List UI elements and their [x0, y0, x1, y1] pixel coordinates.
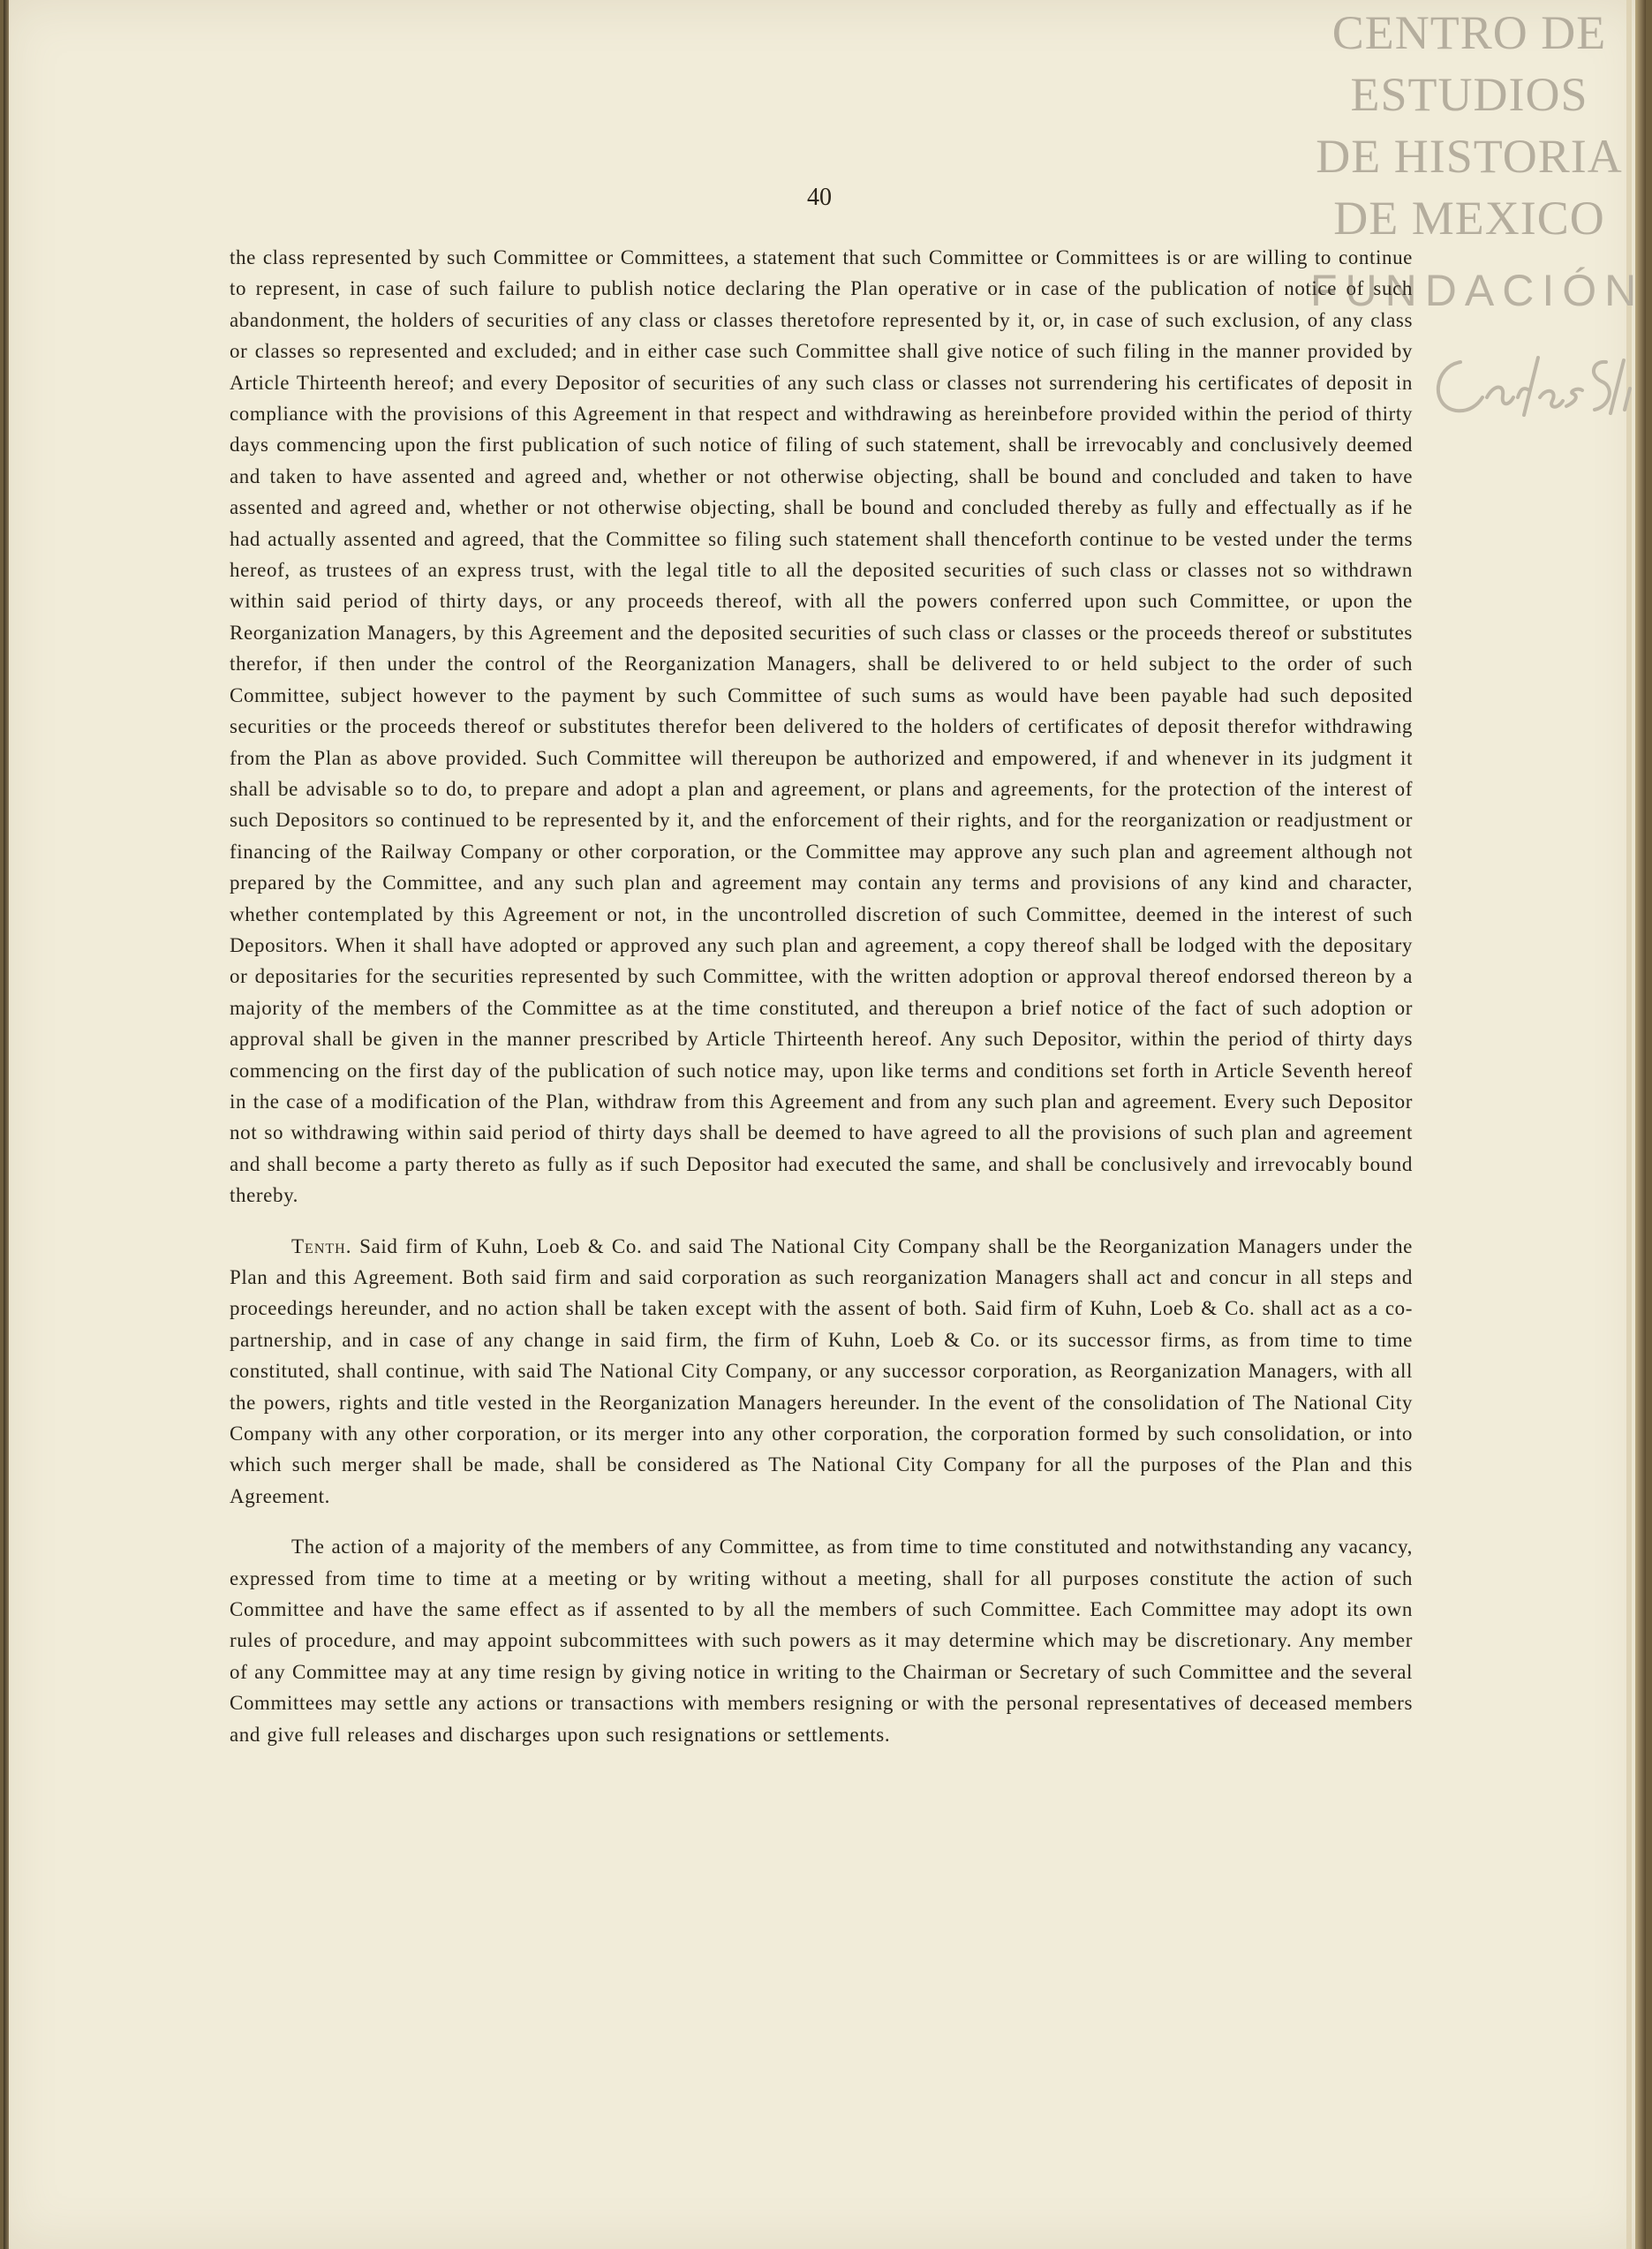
watermark-foundation: FUNDACIÓN	[1310, 266, 1645, 315]
watermark-line: DE MEXICO	[1333, 192, 1605, 245]
watermark-line: ESTUDIOS	[1350, 68, 1588, 121]
paragraph-text: The action of a majority of the members of any Committee, as from time to time constituted and notwithstanding any vacancy, expressed from time to time at a meeting or by writing without a meeting, shall for all purposes constitute the action of such Committee and have the same effect as if assented to by all the members of such Committee. Each Committee may adopt its own rules of procedure, and may appoint subcommittees with such powers as it may determine which may be discretionary. Any member of any Committee may at any time resign by giving notice in writing to the Chairman or Secretary of such Committee and the several Committees may settle any actions or transactions with members resigning or with the personal representatives of deceased members and give full releases and discharges upon such resignations or settlements.	[230, 1536, 1413, 1746]
archive-watermark	[1293, 2, 1646, 249]
paragraph-text: the class represented by such Committee or Committees, a statement that such Committee or Committees is or are willing to continue to represent, in case of such failure to publish notice declaring the Plan operative or in case of the publication of notice of such abandonment, the holders of securities of any class or classes theretofore represented by it, or, in case of such exclusion, of any class or classes so represented and excluded; and in either case such Committee shall give notice of such filing in the manner provided by Article Thirteenth hereof; and every Depositor of securities of any such class or classes not surrendering his certificates of deposit in compliance with the provisions of this Agreement in that respect and withdrawing as hereinbefore provided within the period of thirty days commencing upon the first publication of such notice of filing of such statement, shall be irrevocably and conclusively deemed and taken to have assented and agreed and, whether or not otherwise objecting, shall be bound and concluded and taken to have assented and agreed and, whether or not otherwise objecting, shall be bound and concluded thereby as fully and effectually as if he had actually assented and agreed, that the Committee so filing such statement shall thenceforth continue to be vested under the terms hereof, as trustees of an express trust, with the legal title to all the deposited securities of such class or classes not so withdrawn within said period of thirty days, or any proceeds thereof, with all the powers conferred upon such Committee, or upon the Reorganization Managers, by this Agreement and the deposited securities of such class or classes or the proceeds thereof or substitutes therefor, if then under the control of the Reorganization Managers, shall be delivered to or held subject to the order of such Committee, subject however to the payment by such Committee of such sums as would have been payable had such deposited securities or the proceeds thereof or substitutes therefor been delivered to the holders of certificates of deposit therefor withdrawing from the Plan as above provided. Such Committee will thereupon be authorized and empowered, if and whenever in its judgment it shall be advisable so to do, to prepare and adopt a plan and agreement, or plans and agreements, for the protection of the interest of such Depositors so continued to be represented by it, and the enforcement of their rights, and for the reorganization or readjustment or financing of the Railway Company or other corporation, or the Committee may approve any such plan and agreement although not prepared by the Committee, and any such plan and agreement may contain any terms and provisions of any kind and character, whether contemplated by this Agreement or not, in the uncontrolled discretion of such Committee, deemed in the interest of such Depositors. When it shall have adopted or approved any such plan and agreement, a copy thereof shall be lodged with the depositary or depositaries for the securities represented by such Committee, with the written adoption or approval thereof endorsed thereon by a majority of the members of the Committee as at the time constituted, and thereupon a brief notice of the fact of such adoption or approval shall be given in the manner prescribed by Article Thirteenth hereof. Any such Depositor, within the period of thirty days commencing on the first day of the publication of such notice may, upon like terms and conditions set forth in Article Seventh hereof in the case of a modification of the Plan, withdraw from this Agreement and from any such plan and agreement. Every such Depositor not so withdrawing within said period of thirty days shall be deemed to have agreed to all the provisions of such plan and agreement and shall become a party thereto as fully as if such Depositor had executed the same, and shall be conclusively and irrevocably bound thereby.	[230, 246, 1413, 1207]
paragraph-continuation	[230, 242, 1413, 1211]
document-body	[230, 242, 1413, 1750]
signature-watermark-icon	[1425, 336, 1646, 433]
article-heading: Tenth.	[291, 1234, 352, 1257]
watermark-line: DE HISTORIA	[1316, 130, 1623, 183]
page-left-edge	[4, 0, 9, 2249]
paragraph-committee-action	[230, 1531, 1413, 1750]
document-page	[4, 0, 1646, 2249]
page-number: 40	[807, 184, 832, 211]
paragraph-text: Said firm of Kuhn, Loeb & Co. and said The National City Company shall be the Reorganization Managers under the Plan and this Agreement. Both said firm and said corporation as such reorganization Managers shall act and concur in all steps and proceedings hereunder, and no action shall be taken except with the assent of both. Said firm of Kuhn, Loeb & Co. shall act as a co-partnership, and in case of any change in said firm, the firm of Kuhn, Loeb & Co. or its successor firms, as from time to time constituted, shall continue, with said The National City Company, or any successor corporation, as Reorganization Managers, with all the powers, rights and title vested in the Reorganization Managers hereunder. In the event of the consolidation of The National City Company with any other corporation, or its merger into any other corporation, the corporation formed by such consolidation, or into which such merger shall be made, shall be considered as The National City Company for all the purposes of the Plan and this Agreement.	[230, 1234, 1413, 1507]
paragraph-article-tenth	[230, 1231, 1413, 1513]
watermark-line: CENTRO DE	[1331, 6, 1607, 59]
